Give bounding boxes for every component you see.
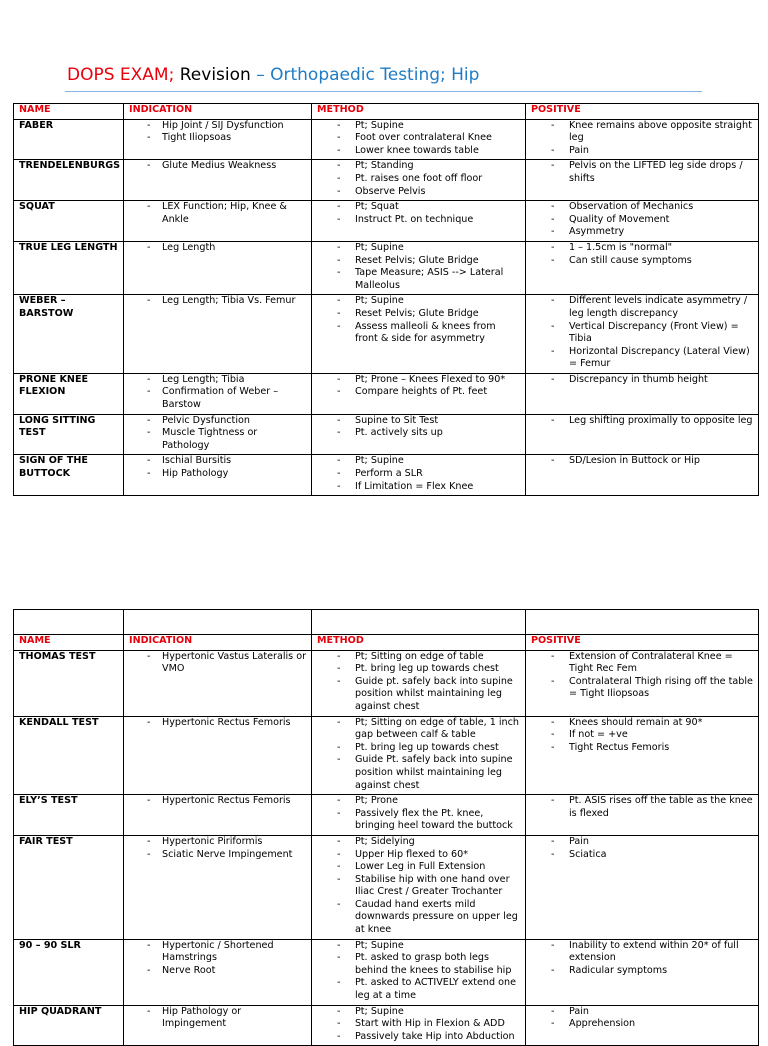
indication-list [129, 295, 307, 308]
test-indication [124, 201, 312, 242]
test-method [312, 119, 526, 160]
list-item: - Confirmation of Weber – Barstow [129, 386, 307, 411]
list-item: - Lower knee towards table [317, 145, 521, 158]
list-item: - Pt; Prone – Knees Flexed to 90* [317, 374, 521, 387]
indication-list [129, 795, 307, 808]
list-item: - Leg Length [129, 242, 307, 255]
method-list [317, 120, 521, 158]
list-item: - Assess malleoli & knees from front & side for asymmetry [317, 321, 521, 346]
list-item: - Caudad hand exerts mild downwards pressure on upper leg at knee [317, 899, 521, 937]
list-item: - Hypertonic Rectus Femoris [129, 717, 307, 730]
list-item: - Quality of Movement [531, 214, 754, 227]
table-row [14, 1005, 759, 1046]
test-positive [526, 939, 759, 1005]
list-item: - Leg Length; Tibia [129, 374, 307, 387]
table-row [14, 939, 759, 1005]
list-item: - Supine to Sit Test [317, 415, 521, 428]
test-indication [124, 119, 312, 160]
list-item: - Pt; Supine [317, 455, 521, 468]
header-row [14, 104, 759, 120]
test-method [312, 1005, 526, 1046]
list-item: - LEX Function; Hip, Knee & Ankle [129, 201, 307, 226]
test-indication [124, 835, 312, 939]
list-item: - Can still cause symptoms [531, 255, 754, 268]
indication-list [129, 160, 307, 173]
test-positive [526, 119, 759, 160]
method-list [317, 160, 521, 198]
method-list [317, 651, 521, 714]
table-row [14, 241, 759, 294]
test-method [312, 716, 526, 795]
positive-list [531, 717, 754, 755]
list-item: - Hypertonic Rectus Femoris [129, 795, 307, 808]
list-item: - Extension of Contralateral Knee = Tight Rec Fem [531, 651, 754, 676]
list-item: - Tight Iliopsoas [129, 132, 307, 145]
indication-list [129, 651, 307, 676]
positive-list [531, 1006, 754, 1031]
list-item: - Pt. bring leg up towards chest [317, 663, 521, 676]
test-indication [124, 455, 312, 496]
list-item: - Sciatic Nerve Impingement [129, 849, 307, 862]
list-item: - Pt; Prone [317, 795, 521, 808]
method-list [317, 1006, 521, 1044]
list-item: - Leg shifting proximally to opposite leg [531, 415, 754, 428]
list-item: - Reset Pelvis; Glute Bridge [317, 255, 521, 268]
method-list [317, 374, 521, 399]
test-positive [526, 650, 759, 716]
list-item: - Pt. raises one foot off floor [317, 173, 521, 186]
test-positive [526, 160, 759, 201]
list-item: - Pain [531, 145, 754, 158]
indication-list [129, 1006, 307, 1031]
list-item: - Compare heights of Pt. feet [317, 386, 521, 399]
blank-row [14, 610, 759, 635]
title-revision: Revision [174, 65, 251, 85]
table-row [14, 455, 759, 496]
indication-list [129, 940, 307, 978]
header-method: METHOD [312, 635, 526, 651]
list-item: - Stabilise hip with one hand over Iliac Crest / Greater Trochanter [317, 874, 521, 899]
list-item: - Sciatica [531, 849, 754, 862]
list-item: - Glute Medius Weakness [129, 160, 307, 173]
header-name: NAME [14, 635, 124, 651]
list-item: - Hypertonic Vastus Lateralis or VMO [129, 651, 307, 676]
list-item: - Apprehension [531, 1018, 754, 1031]
list-item: - Lower Leg in Full Extension [317, 861, 521, 874]
list-item: - Upper Hip flexed to 60* [317, 849, 521, 862]
indication-list [129, 455, 307, 480]
test-name: HIP QUADRANT [14, 1005, 124, 1046]
header-name: NAME [14, 104, 124, 120]
test-positive [526, 835, 759, 939]
list-item: - Hypertonic / Shortened Hamstrings [129, 940, 307, 965]
list-item: - Ischial Bursitis [129, 455, 307, 468]
list-item: - Nerve Root [129, 965, 307, 978]
list-item: - Contralateral Thigh rising off the table = Tight Iliopsoas [531, 676, 754, 701]
test-name: FABER [14, 119, 124, 160]
test-name: SQUAT [14, 201, 124, 242]
table-row [14, 295, 759, 374]
list-item: - Pain [531, 1006, 754, 1019]
test-positive [526, 1005, 759, 1046]
positive-list [531, 242, 754, 267]
method-list [317, 795, 521, 833]
test-name: 90 – 90 SLR [14, 939, 124, 1005]
positive-list [531, 940, 754, 978]
list-item: - Pt; Supine [317, 1006, 521, 1019]
test-positive [526, 201, 759, 242]
table-row [14, 414, 759, 455]
indication-list [129, 374, 307, 412]
positive-list [531, 836, 754, 861]
method-list [317, 455, 521, 493]
title-rule [65, 91, 702, 92]
list-item: - Perform a SLR [317, 468, 521, 481]
header-method: METHOD [312, 104, 526, 120]
method-list [317, 242, 521, 292]
test-method [312, 295, 526, 374]
list-item: - Asymmetry [531, 226, 754, 239]
indication-list [129, 415, 307, 453]
list-item: - Pt; Supine [317, 242, 521, 255]
list-item: - Pt; Supine [317, 120, 521, 133]
positive-list [531, 120, 754, 158]
list-item: - Start with Hip in Flexion & ADD [317, 1018, 521, 1031]
indication-list [129, 201, 307, 226]
method-list [317, 295, 521, 345]
list-item: - 1 – 1.5cm is "normal" [531, 242, 754, 255]
test-indication [124, 160, 312, 201]
test-positive [526, 241, 759, 294]
test-positive [526, 795, 759, 836]
method-list [317, 940, 521, 1003]
test-indication [124, 295, 312, 374]
test-method [312, 373, 526, 414]
header-indication: INDICATION [124, 104, 312, 120]
title-topic: – Orthopaedic Testing; Hip [250, 65, 480, 85]
indication-list [129, 717, 307, 730]
list-item: - Pt. ASIS rises off the table as the knee is flexed [531, 795, 754, 820]
header-indication: INDICATION [124, 635, 312, 651]
test-indication [124, 241, 312, 294]
indication-list [129, 836, 307, 861]
test-indication [124, 650, 312, 716]
hip-tests-table-2 [13, 609, 759, 1046]
test-indication [124, 414, 312, 455]
test-name: ELY’S TEST [14, 795, 124, 836]
test-name: TRUE LEG LENGTH [14, 241, 124, 294]
test-method [312, 650, 526, 716]
test-indication [124, 1005, 312, 1046]
list-item: - Leg Length; Tibia Vs. Femur [129, 295, 307, 308]
method-list [317, 836, 521, 937]
test-method [312, 241, 526, 294]
title-exam: DOPS EXAM; [67, 65, 175, 85]
test-indication [124, 373, 312, 414]
positive-list [531, 295, 754, 371]
list-item: - Instruct Pt. on technique [317, 214, 521, 227]
list-item: - Knee remains above opposite straight leg [531, 120, 754, 145]
list-item: - Observe Pelvis [317, 186, 521, 199]
test-positive [526, 373, 759, 414]
test-indication [124, 795, 312, 836]
indication-list [129, 242, 307, 255]
test-name: SIGN OF THE BUTTOCK [14, 455, 124, 496]
hip-tests-table-1 [13, 103, 759, 496]
list-item: - Different levels indicate asymmetry / leg length discrepancy [531, 295, 754, 320]
list-item: - Pt. asked to grasp both legs behind the knees to stabilise hip [317, 952, 521, 977]
test-method [312, 414, 526, 455]
list-item: - Knees should remain at 90* [531, 717, 754, 730]
test-name: FAIR TEST [14, 835, 124, 939]
method-list [317, 717, 521, 793]
list-item: - Pelvic Dysfunction [129, 415, 307, 428]
list-item: - Pt. bring leg up towards chest [317, 742, 521, 755]
test-method [312, 455, 526, 496]
positive-list [531, 374, 754, 387]
list-item: - Hip Pathology [129, 468, 307, 481]
method-list [317, 201, 521, 226]
list-item: - Observation of Mechanics [531, 201, 754, 214]
list-item: - Pt. actively sits up [317, 427, 521, 440]
test-name: KENDALL TEST [14, 716, 124, 795]
header-positive: POSITIVE [526, 635, 759, 651]
list-item: - Inability to extend within 20* of full extension [531, 940, 754, 965]
test-name: WEBER – BARSTOW [14, 295, 124, 374]
positive-list [531, 415, 754, 428]
positive-list [531, 651, 754, 701]
list-item: - Discrepancy in thumb height [531, 374, 754, 387]
test-method [312, 835, 526, 939]
test-name: THOMAS TEST [14, 650, 124, 716]
test-positive [526, 414, 759, 455]
list-item: - Pt; Sidelying [317, 836, 521, 849]
table-row [14, 716, 759, 795]
list-item: - Pt; Supine [317, 940, 521, 953]
test-method [312, 160, 526, 201]
header-row [14, 635, 759, 651]
list-item: - Pt. asked to ACTIVELY extend one leg at a time [317, 977, 521, 1002]
list-item: - Vertical Discrepancy (Front View) = Tibia [531, 321, 754, 346]
list-item: - Horizontal Discrepancy (Lateral View) = Femur [531, 346, 754, 371]
list-item: - Hip Joint / SIJ Dysfunction [129, 120, 307, 133]
list-item: - If Limitation = Flex Knee [317, 481, 521, 494]
test-method [312, 795, 526, 836]
table-row [14, 373, 759, 414]
list-item: - Pt; Sitting on edge of table, 1 inch gap between calf & table [317, 717, 521, 742]
test-indication [124, 939, 312, 1005]
test-method [312, 939, 526, 1005]
positive-list [531, 201, 754, 239]
list-item: - Tight Rectus Femoris [531, 742, 754, 755]
list-item: - Hypertonic Piriformis [129, 836, 307, 849]
list-item: - SD/Lesion in Buttock or Hip [531, 455, 754, 468]
test-positive [526, 295, 759, 374]
test-positive [526, 716, 759, 795]
list-item: - Pt; Standing [317, 160, 521, 173]
list-item: - Guide Pt. safely back into supine position whilst maintaining leg against chest [317, 754, 521, 792]
test-name: TRENDELENBURGS [14, 160, 124, 201]
page-title [67, 64, 479, 86]
list-item: - Muscle Tightness or Pathology [129, 427, 307, 452]
list-item: - Pelvis on the LIFTED leg side drops / shifts [531, 160, 754, 185]
table-row [14, 119, 759, 160]
table-row [14, 835, 759, 939]
positive-list [531, 160, 754, 185]
table-row [14, 795, 759, 836]
list-item: - Guide pt. safely back into supine position whilst maintaining leg against chest [317, 676, 521, 714]
table-row [14, 160, 759, 201]
test-method [312, 201, 526, 242]
list-item: - Tape Measure; ASIS --> Lateral Malleolus [317, 267, 521, 292]
positive-list [531, 455, 754, 468]
list-item: - If not = +ve [531, 729, 754, 742]
table-row [14, 201, 759, 242]
list-item: - Passively take Hip into Abduction [317, 1031, 521, 1044]
test-indication [124, 716, 312, 795]
table-row [14, 650, 759, 716]
list-item: - Pain [531, 836, 754, 849]
method-list [317, 415, 521, 440]
list-item: - Passively flex the Pt. knee, bringing heel toward the buttock [317, 808, 521, 833]
list-item: - Radicular symptoms [531, 965, 754, 978]
list-item: - Pt; Squat [317, 201, 521, 214]
list-item: - Reset Pelvis; Glute Bridge [317, 308, 521, 321]
positive-list [531, 795, 754, 820]
test-name: PRONE KNEE FLEXION [14, 373, 124, 414]
header-positive: POSITIVE [526, 104, 759, 120]
test-positive [526, 455, 759, 496]
list-item: - Pt; Sitting on edge of table [317, 651, 521, 664]
indication-list [129, 120, 307, 145]
list-item: - Pt; Supine [317, 295, 521, 308]
list-item: - Foot over contralateral Knee [317, 132, 521, 145]
test-name: LONG SITTING TEST [14, 414, 124, 455]
list-item: - Hip Pathology or Impingement [129, 1006, 307, 1031]
